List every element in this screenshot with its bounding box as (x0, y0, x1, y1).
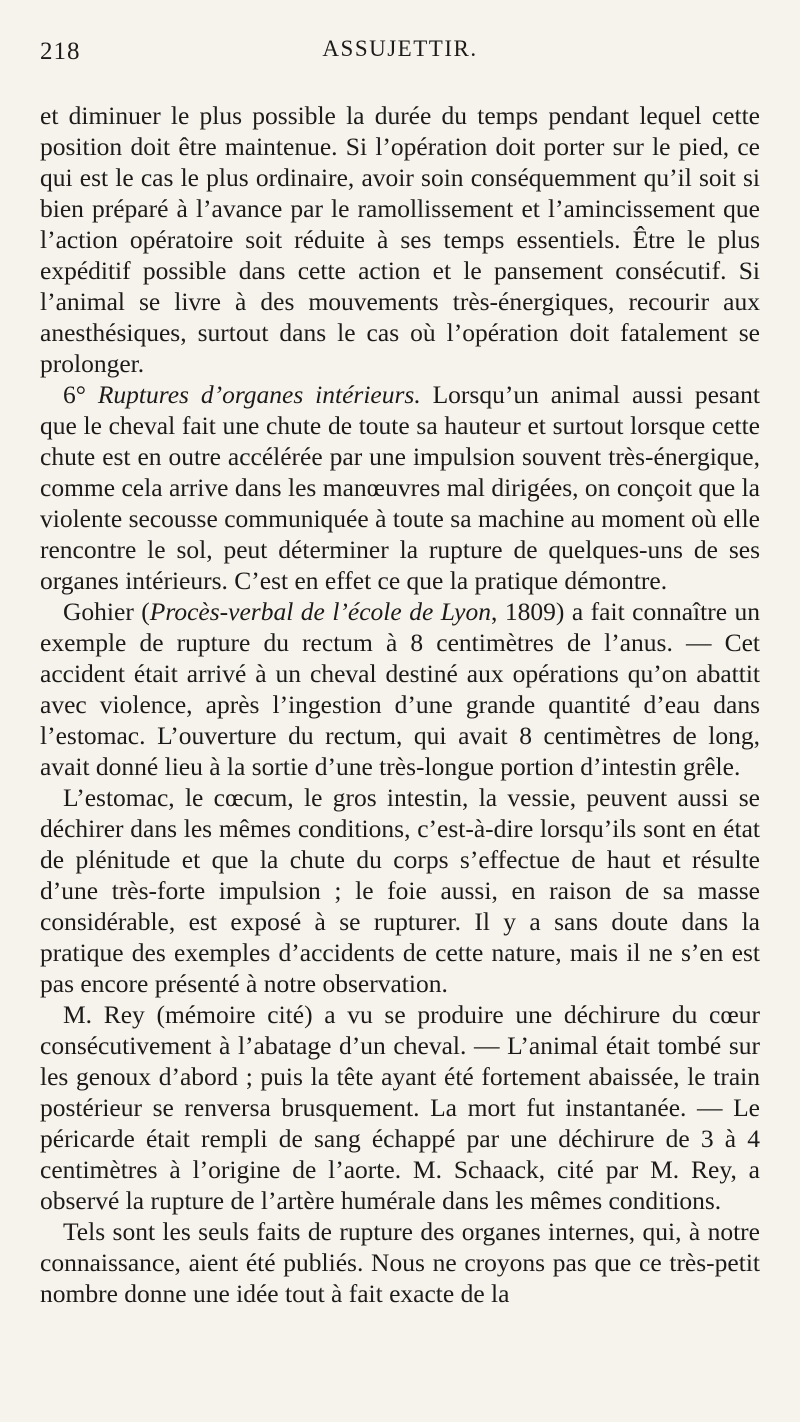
paragraph-gohier (40, 596, 760, 782)
paragraph-gohier-start: Gohier ( (63, 597, 150, 626)
paragraph-organs: L’estomac, le cœcum, le gros intestin, la vessie, peuvent aussi se déchirer dans les mêmes conditions, c’est-à-dire lorsqu’ils sont en état de plénitude et que la chute du corps s’effectue de haut et résulte d’une très-forte impulsion ; le foie aussi, en raison de sa masse considérable, est exposé à se rupturer. Il y a sans doute dans la pratique des exemples d’accidents de cette nature, mais il ne s’en est pas encore présenté à notre observation. (40, 783, 760, 998)
paragraph-conclusion: Tels sont les seuls faits de rupture des organes internes, qui, à notre connaissance, aient été publiés. Nous ne croyons pas que ce très-petit nombre donne une idée tout à fait exacte de la (40, 1217, 760, 1308)
running-title: ASSUJETTIR. (322, 36, 478, 61)
body-text (40, 100, 760, 1309)
paragraph-section-6 (40, 379, 760, 596)
running-head (40, 28, 760, 68)
paragraph-continued: et diminuer le plus possible la durée du temps pendant lequel cette position doit être maintenue. Si l’opération doit porter sur le pied, ce qui est le cas le plus ordinaire, avoir soin conséquemment qu’il soit si bien préparé à l’avance par le ramollissement et l’amincissement que l’action opératoire soit réduite à ses temps essentiels. Être le plus expéditif possible dans cette action et le pansement consécutif. Si l’animal se livre à des mouvements très-énergiques, recourir aux anesthésiques, surtout dans le cas où l’opération doit fatalement se prolonger. (40, 101, 760, 378)
section-heading: Ruptures d’organes intérieurs. (97, 380, 421, 409)
paragraph-rey: M. Rey (mémoire cité) a vu se produire une déchirure du cœur consécutivement à l’abatage d’un cheval. — L’animal était tombé sur les genoux d’abord ; puis la tête ayant été fortement abaissée, le train postérieur se renversa brusquement. La mort fut instantanée. — Le péricarde était rempli de sang échappé par une déchirure de 3 à 4 centimètres à l’origine de l’aorte. M. Schaack, cité par M. Rey, a observé la rupture de l’artère humérale dans les mêmes conditions. (40, 1000, 760, 1215)
paragraph-gohier-rest: , 1809) a fait connaître un exemple de rupture du rectum à 8 centimètres de l’anus. — Cet accident était arrivé à un cheval destiné aux opérations qu’on abattit avec violence, après l’ingestion d’une grande quantité d’eau dans l’estomac. L’ouverture du rectum, qui avait 8 centimètres de long, avait donné lieu à la sortie d’une très-longue portion d’intestin grêle. (40, 597, 760, 781)
citation: Procès-verbal de l’école de Lyon (149, 597, 492, 626)
section-number: 6° (63, 380, 86, 409)
page-number: 218 (40, 38, 81, 65)
section-text: Lorsqu’un animal aussi pesant que le cheval fait une chute de toute sa hauteur et surtout lorsque cette chute est en outre accélérée par une impulsion souvent très-énergique, comme cela arrive dans les manœuvres mal dirigées, on conçoit que la violente secousse communiquée à toute sa machine au moment où elle rencontre le sol, peut déterminer la rupture de quelques-uns de ses organes intérieurs. C’est en effet ce que la pratique démontre. (40, 380, 760, 595)
